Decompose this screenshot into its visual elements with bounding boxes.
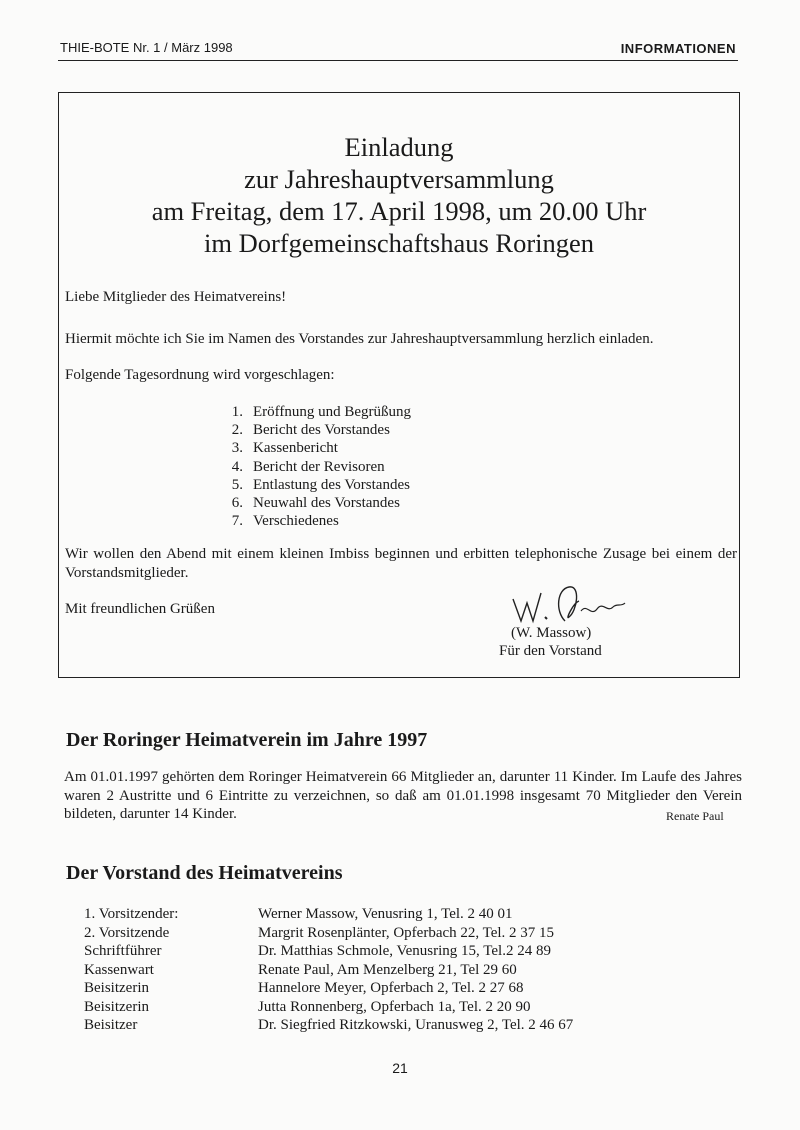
board-member-info: Hannelore Meyer, Opferbach 2, Tel. 2 27 68: [258, 980, 524, 996]
agenda-item: [217, 458, 411, 476]
agenda-text: Bericht des Vorstandes: [253, 422, 390, 439]
article-body: Am 01.01.1997 gehörten dem Roringer Heimatverein 66 Mitglieder an, darunter 11 Kinder. Im Laufe des Jahres waren 2 Austritte und 6 Eintritte zu verzeichnen, so daß am 01.01.1998 insgesamt 70 Mitglieder den Verein bildeten, darunter 14 Kinder.: [64, 769, 742, 822]
board-member-info: Dr. Siegfried Ritzkowski, Uranusweg 2, Tel. 2 46 67: [258, 1017, 574, 1033]
board-role: Beisitzerin: [84, 998, 149, 1015]
page-number: 21: [392, 1060, 408, 1076]
greeting: Mit freundlichen Grüßen: [65, 601, 215, 617]
agenda-number: 1.: [231, 404, 243, 420]
invitation-title-line: zur Jahreshauptversammlung: [244, 164, 554, 194]
board-role: Beisitzer: [84, 1017, 138, 1033]
agenda-number: 4.: [231, 458, 243, 475]
board-heading: Der Vorstand des Heimatvereins: [66, 862, 343, 884]
board-member-row: [84, 905, 573, 924]
board-member-info: Renate Paul, Am Menzelberg 21, Tel 29 60: [258, 961, 517, 978]
agenda-number: 5.: [231, 476, 243, 493]
board-member-row: [84, 1016, 573, 1035]
board-role: Beisitzerin: [84, 980, 149, 996]
board-member-row: [84, 979, 573, 998]
invitation-title-line: im Dorfgemeinschaftshaus Roringen: [203, 228, 595, 258]
agenda-text: Kassenbericht: [253, 440, 338, 457]
agenda-text: Bericht der Revisoren: [253, 458, 385, 475]
board-member-info: Margrit Rosenplänter, Opferbach 22, Tel. 2 37 15: [258, 924, 555, 941]
salutation: Liebe Mitglieder des Heimatvereins!: [65, 289, 287, 305]
agenda-list: [217, 403, 411, 530]
article-heading: Der Roringer Heimatverein im Jahre 1997: [66, 729, 428, 751]
signature-role: Für den Vorstand: [499, 643, 602, 659]
agenda-number: 2.: [231, 422, 243, 439]
agenda-text: Entlastung des Vorstandes: [253, 476, 410, 493]
agenda-number: 6.: [231, 495, 243, 512]
agenda-intro: Folgende Tagesordnung wird vorgeschlagen:: [65, 367, 335, 383]
invitation-title: [59, 131, 739, 259]
board-member-info: Jutta Ronnenberg, Opferbach 1a, Tel. 2 20 90: [258, 998, 531, 1015]
board-member-row: [84, 942, 573, 961]
section-title: INFORMATIONEN: [620, 41, 736, 56]
signature-name: (W. Massow): [511, 625, 592, 641]
page-header: [58, 38, 738, 61]
agenda-item: [217, 439, 411, 457]
board-role: 1. Vorsitzender:: [84, 906, 179, 922]
invitation-box: [58, 92, 740, 678]
board-role: Schriftführer: [84, 943, 162, 959]
agenda-number: 3.: [231, 440, 243, 457]
agenda-text: Eröffnung und Begrüßung: [253, 404, 412, 420]
handwritten-signature: [507, 581, 637, 631]
invitation-title-line: Einladung: [344, 132, 454, 162]
agenda-text: Verschiedenes: [253, 513, 339, 530]
board-role: 2. Vorsitzende: [84, 924, 170, 941]
agenda-item: [217, 494, 411, 512]
closing-text: Wir wollen den Abend mit einem kleinen Imbiss beginnen und erbitten telephonische Zusage bei einem der Vorstandsmitglieder.: [65, 546, 737, 581]
article-author: Renate Paul: [666, 809, 724, 823]
board-member-row: [84, 998, 573, 1017]
board-member-row: [84, 961, 573, 980]
agenda-number: 7.: [231, 513, 243, 530]
agenda-item: [217, 512, 411, 530]
board-member-info: Werner Massow, Venusring 1, Tel. 2 40 01: [258, 906, 513, 922]
agenda-item: [217, 421, 411, 439]
board-role: Kassenwart: [84, 961, 154, 978]
agenda-item: [217, 403, 411, 421]
agenda-text: Neuwahl des Vorstandes: [253, 495, 400, 512]
board-member-row: [84, 924, 573, 943]
publication-info: THIE-BOTE Nr. 1 / März 1998: [60, 40, 233, 55]
board-member-info: Dr. Matthias Schmole, Venusring 15, Tel.2 24 89: [258, 943, 551, 959]
board-list: [84, 905, 573, 1035]
agenda-item: [217, 476, 411, 494]
intro-text: Hiermit möchte ich Sie im Namen des Vorstandes zur Jahreshauptversammlung herzlich einladen.: [65, 331, 654, 347]
invitation-title-line: am Freitag, dem 17. April 1998, um 20.00 Uhr: [151, 196, 647, 226]
